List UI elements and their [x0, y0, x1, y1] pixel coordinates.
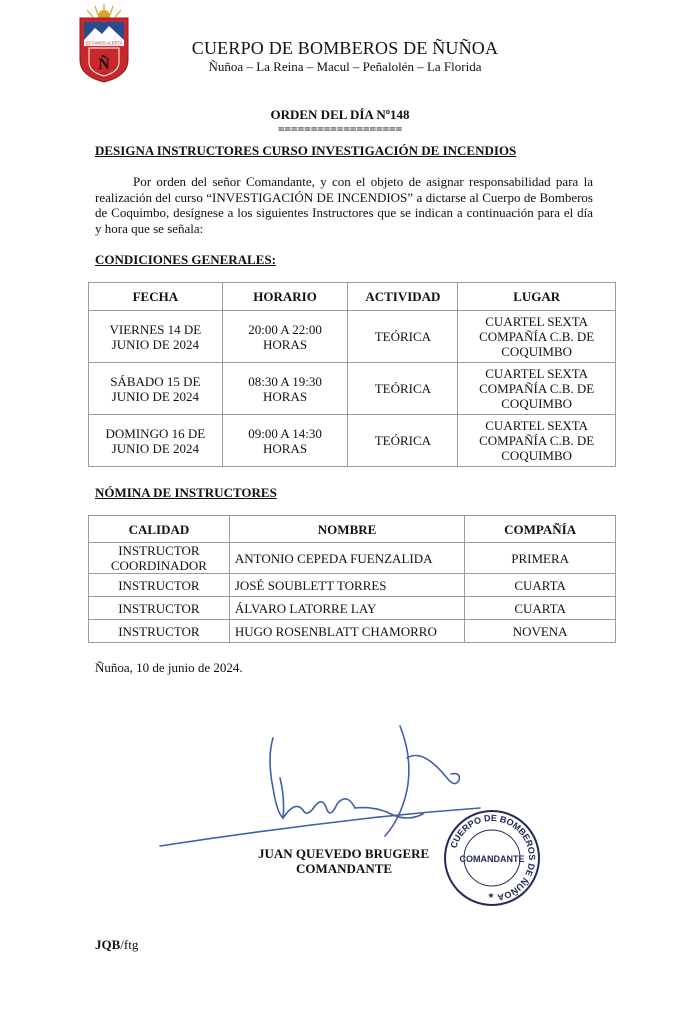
- cell-compania: PRIMERA: [465, 543, 616, 574]
- cell-actividad: TEÓRICA: [348, 415, 458, 467]
- svg-text:CUERPO DE BOMBEROS DE ÑUÑOA: CUERPO DE BOMBEROS DE ÑUÑOA: [448, 812, 538, 903]
- handwritten-signature: [155, 718, 485, 858]
- table-row: [89, 597, 616, 620]
- fire-department-crest-logo: [75, 2, 133, 84]
- cell-compania: CUARTA: [465, 574, 616, 597]
- svg-text:COMANDANTE: COMANDANTE: [459, 854, 525, 864]
- organization-name: CUERPO DE BOMBEROS DE ÑUÑOA: [191, 38, 499, 58]
- column-header-actividad: ACTIVIDAD: [348, 283, 458, 311]
- table-row: [89, 620, 616, 643]
- order-title: ORDEN DEL DÍA Nº148: [270, 107, 410, 122]
- cell-calidad: INSTRUCTOR: [89, 620, 230, 643]
- conditions-heading: CONDICIONES GENERALES:: [95, 252, 276, 267]
- date-line: Ñuñoa, 10 de junio de 2024.: [95, 660, 243, 675]
- order-subject: DESIGNA INSTRUCTORES CURSO INVESTIGACIÓN DE INCENDIOS: [95, 143, 517, 158]
- table-header-row: [89, 516, 616, 543]
- table-row: [89, 415, 616, 467]
- cell-calidad: INSTRUCTOR: [89, 597, 230, 620]
- cell-nombre: ÁLVARO LATORRE LAY: [229, 597, 464, 620]
- instructors-heading: NÓMINA DE INSTRUCTORES: [95, 485, 277, 500]
- table-row: [89, 574, 616, 597]
- table-row: [89, 311, 616, 363]
- table-header-row: [89, 283, 616, 311]
- organization-communes: Ñuñoa – La Reina – Macul – Peñalolén – La Florida: [208, 59, 482, 74]
- signer-name: JUAN QUEVEDO BRUGERE: [258, 846, 430, 861]
- schedule-table: [88, 282, 616, 467]
- column-header-nombre: NOMBRE: [229, 516, 464, 543]
- cell-lugar: CUARTEL SEXTA COMPAÑÍA C.B. DE COQUIMBO: [458, 363, 616, 415]
- cell-lugar: CUARTEL SEXTA COMPAÑÍA C.B. DE COQUIMBO: [458, 415, 616, 467]
- star-icon: ★: [487, 891, 495, 900]
- column-header-fecha: FECHA: [89, 283, 223, 311]
- table-row: [89, 363, 616, 415]
- cell-calidad: INSTRUCTOR COORDINADOR: [89, 543, 230, 574]
- cell-horario: 20:00 A 22:00 HORAS: [222, 311, 348, 363]
- cell-fecha: VIERNES 14 DE JUNIO DE 2024: [89, 311, 223, 363]
- official-stamp-seal: [442, 808, 542, 908]
- cell-nombre: JOSÉ SOUBLETT TORRES: [229, 574, 464, 597]
- column-header-compania: COMPAÑÍA: [465, 516, 616, 543]
- cell-actividad: TEÓRICA: [348, 311, 458, 363]
- column-header-lugar: LUGAR: [458, 283, 616, 311]
- cell-nombre: HUGO ROSENBLATT CHAMORRO: [229, 620, 464, 643]
- svg-text:Ñ: Ñ: [98, 56, 110, 73]
- title-underline-rule: ===================: [277, 122, 403, 136]
- cell-compania: CUARTA: [465, 597, 616, 620]
- cell-compania: NOVENA: [465, 620, 616, 643]
- column-header-calidad: CALIDAD: [89, 516, 230, 543]
- cell-calidad: INSTRUCTOR: [89, 574, 230, 597]
- cell-fecha: DOMINGO 16 DE JUNIO DE 2024: [89, 415, 223, 467]
- cell-fecha: SÁBADO 15 DE JUNIO DE 2024: [89, 363, 223, 415]
- table-row: [89, 543, 616, 574]
- cell-horario: 08:30 A 19:30 HORAS: [222, 363, 348, 415]
- column-header-horario: HORARIO: [222, 283, 348, 311]
- intro-paragraph: Por orden del señor Comandante, y con el objeto de asignar responsabilidad para la realización del curso “INVESTIGACIÓN DE INCENDIOS” a dictarse al Cuerpo de Bomberos de Coquimbo, desígnese a los siguientes Instructores que se indican a continuación para el día y hora que se señala:: [95, 174, 593, 236]
- cell-horario: 09:00 A 14:30 HORAS: [222, 415, 348, 467]
- author-initials: JQB/ftg: [95, 937, 139, 952]
- signer-title: COMANDANTE: [296, 861, 393, 876]
- cell-nombre: ANTONIO CEPEDA FUENZALIDA: [229, 543, 464, 574]
- svg-text:ESTAMOS ALERTA: ESTAMOS ALERTA: [85, 40, 123, 46]
- instructors-table: [88, 515, 616, 643]
- cell-actividad: TEÓRICA: [348, 363, 458, 415]
- cell-lugar: CUARTEL SEXTA COMPAÑÍA C.B. DE COQUIMBO: [458, 311, 616, 363]
